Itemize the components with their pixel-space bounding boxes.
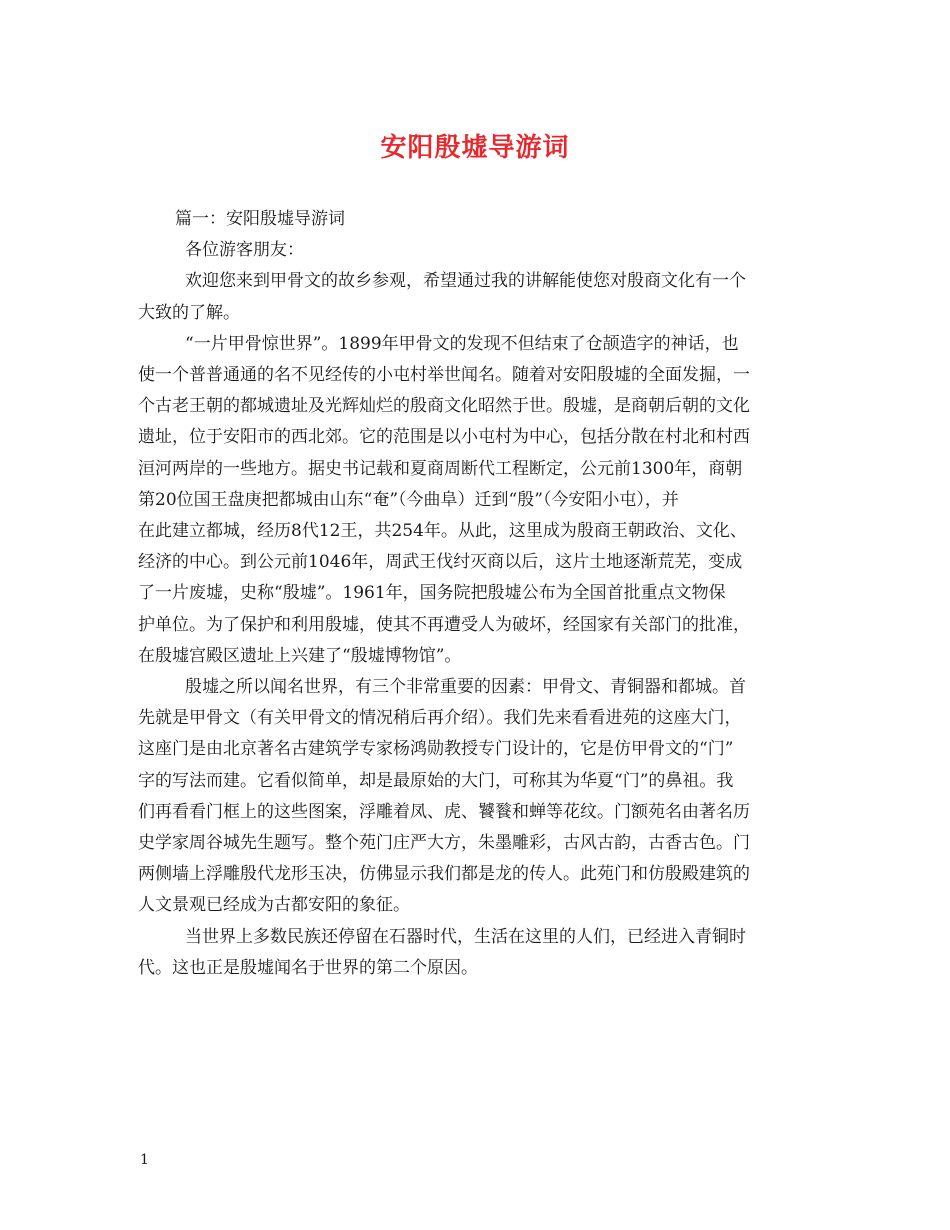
- document-body: [138, 204, 818, 984]
- paragraph-line: 个古老王朝的都城遗址及光辉灿烂的殷商文化昭然于世。殷墟，是商朝后朝的文化: [138, 396, 750, 417]
- paragraph-line: 经济的中心。到公元前1046年，周武王伐纣灭商以后，这片土地逐渐荒芜，变成: [138, 552, 743, 573]
- paragraph-line: 殷墟之所以闻名世界，有三个非常重要的因素：甲骨文、青铜器和都城。首: [185, 677, 746, 698]
- paragraph-line: 护单位。为了保护和利用殷墟，使其不再遭受人为破坏，经国家有关部门的批准，: [138, 614, 750, 635]
- paragraph-line: 人文景观已经成为古都安阳的象征。: [138, 895, 410, 916]
- paragraph-line: 字的写法而建。它看似简单，却是最原始的大门，可称其为华夏“门”的鼻祖。我: [138, 770, 734, 791]
- paragraph: [138, 329, 818, 672]
- paragraph-line: 两侧墙上浮雕殷代龙形玉决，仿佛显示我们都是龙的传人。此苑门和仿殷殿建筑的: [138, 864, 750, 885]
- paragraph-line: 洹河两岸的一些地方。据史书记载和夏商周断代工程断定，公元前1300年，商朝: [138, 458, 743, 479]
- paragraph-line: 们再看看门框上的这些图案，浮雕着凤、虎、饕餮和蝉等花纹。门额苑名由著名历: [138, 801, 750, 822]
- section-heading: 篇一：安阳殷墟导游词: [175, 209, 345, 229]
- paragraph-line: 在殷墟宫殿区遗址上兴建了“殷墟博物馆”。: [138, 645, 462, 666]
- paragraph-line: 在此建立都城，经历8代12王，共254年。从此，这里成为殷商王朝政治、文化、: [138, 521, 747, 542]
- paragraph-line: 第20位国王盘庚把都城由山东“奄”（今曲阜）迁到“殷”（今安阳小屯），并: [138, 489, 679, 510]
- greeting: 各位游客朋友：: [185, 240, 304, 261]
- page-number: 1: [140, 1152, 149, 1168]
- paragraph-line: 代。这也正是殷墟闻名于世界的第二个原因。: [138, 957, 478, 978]
- paragraph-line: 使一个普普通通的名不见经传的小屯村举世闻名。随着对安阳殷墟的全面发掘，一: [138, 365, 750, 386]
- document-title: 安阳殷墟导游词: [380, 133, 570, 163]
- paragraph: [138, 266, 818, 328]
- paragraph-line: 史学家周谷城先生题写。整个苑门庄严大方，朱墨雕彩，古风古韵，古香古色。门: [138, 833, 750, 854]
- paragraph: [138, 672, 818, 922]
- paragraph: [138, 922, 818, 984]
- paragraph-line: 先就是甲骨文（有关甲骨文的情况稍后再介绍）。我们先来看看进苑的这座大门，: [138, 708, 742, 729]
- paragraph-line: “一片甲骨惊世界”。1899年甲骨文的发现不但结束了仓颉造字的神话，也: [185, 333, 739, 354]
- paragraph-line: 这座门是由北京著名古建筑学专家杨鸿勋教授专门设计的，它是仿甲骨文的“门”: [138, 739, 734, 760]
- paragraph-line: 当世界上多数民族还停留在石器时代，生活在这里的人们，已经进入青铜时: [185, 926, 746, 947]
- paragraph-line: 大致的了解。: [138, 302, 240, 323]
- paragraph-line: 了一片废墟，史称“殷墟”。1961年，国务院把殷墟公布为全国首批重点文物保: [138, 583, 726, 604]
- paragraph-line: 遗址，位于安阳市的西北郊。它的范围是以小屯村为中心，包括分散在村北和村西: [138, 427, 750, 448]
- paragraph-line: 欢迎您来到甲骨文的故乡参观，希望通过我的讲解能使您对殷商文化有一个: [185, 271, 746, 292]
